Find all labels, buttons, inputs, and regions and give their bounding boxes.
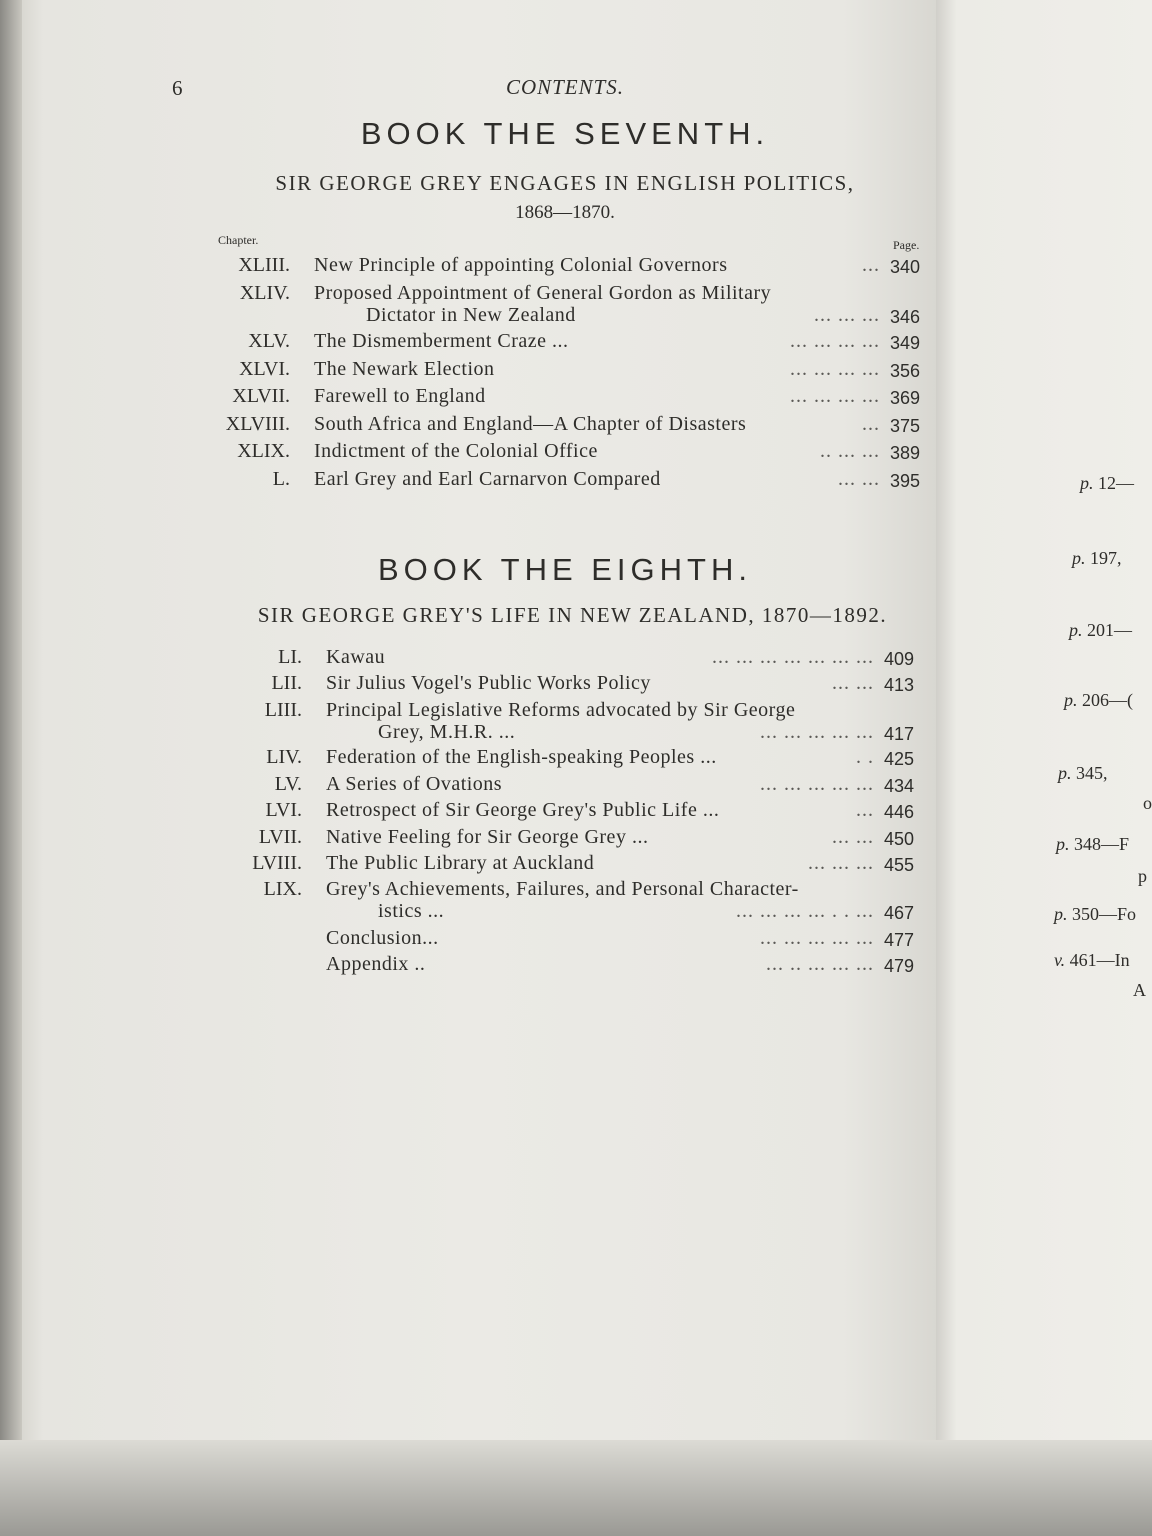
page-number-ref: 450 — [884, 829, 915, 849]
chapter-number: LIV. — [266, 746, 302, 768]
right-page-reference — [1080, 473, 1134, 494]
chapter-column-header: Chapter. — [218, 233, 259, 247]
right-page-reference — [1133, 980, 1146, 1001]
leader-dots: .. ... ... — [820, 440, 880, 462]
right-page-reference — [1054, 904, 1136, 925]
page-number-ref: 389 — [890, 443, 921, 463]
page-number-ref: 340 — [890, 257, 921, 277]
chapter-title: The Newark Election — [314, 358, 495, 380]
book-eighth-title: BOOK THE EIGHTH. — [378, 552, 752, 587]
right-page-reference — [1072, 548, 1122, 569]
page-number-ref: 479 — [884, 956, 915, 976]
chapter-title-continued: Dictator in New Zealand — [366, 304, 576, 326]
chapter-number: LVI. — [265, 799, 302, 821]
right-page-reference — [1138, 866, 1147, 887]
chapter-number: XLIX. — [237, 440, 290, 462]
page-number-ref: 455 — [884, 855, 915, 875]
chapter-title: South Africa and England—A Chapter of Disasters — [314, 413, 747, 435]
chapter-title: Conclusion... — [326, 927, 439, 949]
leader-dots: ... ... ... ... ... — [760, 721, 874, 743]
page-number-ref: 369 — [890, 388, 921, 408]
leader-dots: ... ... ... ... — [790, 358, 880, 380]
page-number-ref: 413 — [884, 675, 915, 695]
chapter-number: LI. — [278, 646, 302, 668]
chapter-title: The Dismemberment Craze ... — [314, 330, 569, 352]
chapter-title: Sir Julius Vogel's Public Works Policy — [326, 672, 651, 694]
chapter-number: LVIII. — [252, 852, 302, 874]
page-abbrev: p. — [1069, 620, 1083, 640]
leader-dots: ... ... ... ... ... — [760, 773, 874, 795]
page-abbrev: v. — [1054, 950, 1066, 970]
chapter-number: LIX. — [263, 878, 302, 900]
chapter-title: Native Feeling for Sir George Grey ... — [326, 826, 649, 848]
page-number-ref: 375 — [890, 416, 921, 436]
chapter-number: XLIII. — [238, 254, 290, 276]
chapter-title-continued: Grey, M.H.R. ... — [378, 721, 516, 743]
book-seventh-dates: 1868—1870. — [515, 202, 615, 223]
leader-dots: ... ... ... — [808, 852, 874, 874]
chapter-number: XLVI. — [239, 358, 290, 380]
page-number-ref: 425 — [884, 749, 915, 769]
right-page-reference — [1056, 834, 1129, 855]
page-column-header: Page. — [893, 238, 920, 252]
reference-text: 461—In — [1069, 950, 1130, 970]
chapter-number: L. — [272, 468, 290, 490]
leader-dots: ... ... — [832, 672, 874, 694]
leader-dots: ... ... ... ... — [790, 385, 880, 407]
book-eighth-subtitle: SIR GEORGE GREY'S LIFE IN NEW ZEALAND, 1870—1892. — [257, 603, 888, 627]
reference-text: 350—Fo — [1072, 904, 1137, 924]
leader-dots: ... .. ... ... ... — [766, 953, 874, 975]
reference-text: 197, — [1090, 548, 1122, 568]
chapter-title: Indictment of the Colonial Office — [314, 440, 598, 462]
chapter-title: Appendix .. — [326, 953, 426, 975]
page-number-ref: 346 — [890, 307, 921, 327]
right-page — [930, 0, 1152, 1536]
reference-text: 201— — [1087, 620, 1132, 640]
page-number-ref: 409 — [884, 649, 915, 669]
leader-dots: ... — [862, 254, 880, 276]
right-page-reference — [1143, 793, 1152, 814]
chapter-title: Retrospect of Sir George Grey's Public Life ... — [326, 799, 720, 821]
page-abbrev: p. — [1080, 473, 1094, 493]
chapter-number: LV. — [274, 773, 302, 795]
right-page-reference — [1069, 620, 1132, 641]
reference-text: 12— — [1098, 473, 1134, 493]
leader-dots: ... ... ... ... ... ... ... — [712, 646, 874, 668]
chapter-title: Farewell to England — [314, 385, 486, 407]
page-number-ref: 477 — [884, 930, 915, 950]
chapter-title: Proposed Appointment of General Gordon as Military — [314, 282, 772, 304]
page-number-ref: 349 — [890, 333, 921, 353]
chapter-number: XLVII. — [232, 385, 290, 407]
page-number-ref: 434 — [884, 776, 915, 796]
page-number: 6 — [172, 76, 183, 100]
chapter-title: Grey's Achievements, Failures, and Personal Character- — [326, 878, 799, 900]
leader-dots: ... ... ... ... — [790, 330, 880, 352]
page-number-ref: 446 — [884, 802, 915, 822]
page-number-ref: 417 — [884, 724, 915, 744]
chapter-title: Kawau — [326, 646, 386, 668]
page-abbrev: p. — [1058, 763, 1072, 783]
chapter-number: XLIV. — [239, 282, 290, 304]
page-number-ref: 356 — [890, 361, 921, 381]
page-abbrev: p. — [1056, 834, 1070, 854]
chapter-number: LII. — [271, 672, 302, 694]
leader-dots: ... ... ... ... . . ... — [736, 900, 874, 922]
chapter-title: New Principle of appointing Colonial Governors — [314, 254, 728, 276]
reference-text: 206—( — [1082, 690, 1133, 710]
reference-text: 348—F — [1074, 834, 1130, 854]
leader-dots: . . — [856, 746, 874, 768]
page-edge — [0, 0, 22, 1536]
reference-text: o — [1143, 793, 1152, 813]
reference-text: p — [1138, 866, 1147, 886]
leader-dots: ... ... — [832, 826, 874, 848]
right-page-reference — [1054, 950, 1130, 971]
page-number-ref: 467 — [884, 903, 915, 923]
leader-dots: ... ... — [838, 468, 880, 490]
page-shadow — [0, 1440, 1152, 1536]
leader-dots: ... — [862, 413, 880, 435]
book-seventh-title: BOOK THE SEVENTH. — [360, 116, 770, 151]
chapter-title-continued: istics ... — [378, 900, 445, 922]
chapter-number: LVII. — [258, 826, 302, 848]
left-page — [6, 0, 936, 1536]
right-page-reference — [1058, 763, 1108, 784]
leader-dots: ... ... ... — [814, 304, 880, 326]
page-abbrev: p. — [1054, 904, 1068, 924]
reference-text: 345, — [1076, 763, 1108, 783]
chapter-title: A Series of Ovations — [326, 773, 503, 795]
book-seventh-subtitle: SIR GEORGE GREY ENGAGES IN ENGLISH POLITICS, — [275, 171, 855, 195]
chapter-number: XLV. — [248, 330, 290, 352]
page-number-ref: 395 — [890, 471, 921, 491]
chapter-number: XLVIII. — [225, 413, 290, 435]
chapter-title: Federation of the English-speaking Peoples ... — [326, 746, 717, 768]
chapter-title: Earl Grey and Earl Carnarvon Compared — [314, 468, 661, 490]
page-abbrev: p. — [1072, 548, 1086, 568]
running-head: CONTENTS. — [505, 75, 625, 99]
chapter-number: LIII. — [264, 699, 302, 721]
page-abbrev: p. — [1064, 690, 1078, 710]
leader-dots: ... — [856, 799, 874, 821]
chapter-title: The Public Library at Auckland — [326, 852, 595, 874]
reference-text: A — [1133, 980, 1146, 1000]
leader-dots: ... ... ... ... ... — [760, 927, 874, 949]
right-page-reference — [1064, 690, 1133, 711]
chapter-title: Principal Legislative Reforms advocated by Sir George — [326, 699, 796, 721]
